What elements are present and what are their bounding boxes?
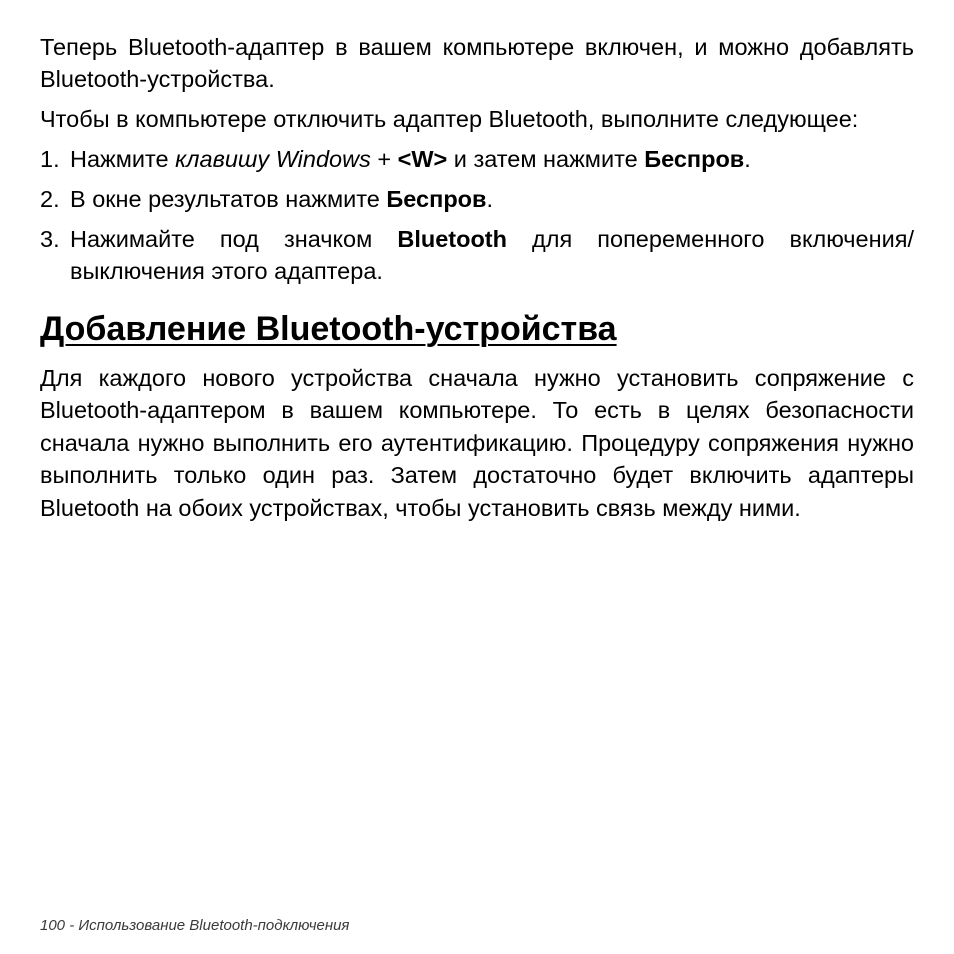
step-text-part: +: [370, 146, 398, 172]
section-heading: Добавление Bluetooth-устройства: [40, 310, 617, 348]
wireless-label: Беспров: [386, 186, 487, 212]
step-text-part: Нажимайте под значком: [70, 226, 398, 252]
step-text-part: и затем нажмите: [447, 146, 645, 172]
steps-list: [40, 143, 914, 287]
bluetooth-label: Bluetooth: [397, 226, 507, 252]
step-text: [70, 143, 914, 175]
section-paragraph: Для каждого нового устройства сначала нужно установить сопряжение с Bluetooth-адаптером в вашем компьютере. То есть в целях безопасности сначала нужно выполнить его аутентификацию. Процедуру сопряжения нужно выполнить только один раз. Затем достаточно будет включить адаптеры Bluetooth на обоих устройствах, чтобы установить связь между ними.: [40, 365, 914, 521]
step-text: [70, 223, 914, 287]
list-item: [40, 143, 914, 175]
windows-key-text: клавишу Windows: [175, 146, 371, 172]
wireless-label: Беспров: [644, 146, 745, 172]
step-text-part: для попеременного включения/ выключения этого адаптера.: [70, 226, 914, 284]
step-text-part: .: [744, 146, 751, 172]
step-number: 3.: [40, 226, 60, 252]
intro-paragraph-1: Теперь Bluetooth-адаптер в вашем компьютере включен, и можно добавлять Bluetooth-устройства.: [40, 34, 914, 92]
w-key-text: <W>: [397, 146, 448, 172]
page-footer: 100 - Использование Bluetooth-подключения: [40, 917, 350, 934]
step-number: 1.: [40, 146, 60, 172]
intro-paragraph-2: Чтобы в компьютере отключить адаптер Bluetooth, выполните следующее:: [40, 106, 859, 132]
step-text-part: Нажмите: [70, 146, 176, 172]
step-number: 2.: [40, 186, 60, 212]
step-text-part: В окне результатов нажмите: [70, 186, 387, 212]
page-content: [40, 31, 914, 524]
list-item: [40, 223, 914, 287]
list-item: [40, 183, 914, 215]
step-text-part: .: [486, 186, 494, 212]
step-text: [70, 183, 914, 215]
